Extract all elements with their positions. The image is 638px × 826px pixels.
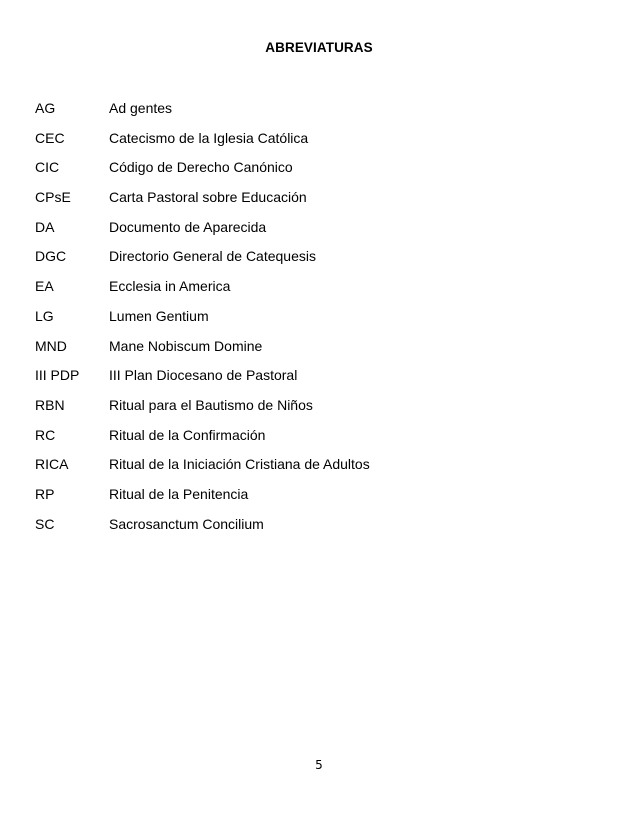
abbreviation-row (35, 157, 595, 187)
abbreviation-row (35, 306, 595, 336)
abbreviation-meaning: Sacrosanctum Concilium (109, 515, 264, 532)
abbreviation-row (35, 246, 595, 276)
abbreviation-code: RICA (35, 456, 69, 473)
abbreviation-code: RBN (35, 396, 65, 413)
abbreviation-meaning: Código de Derecho Canónico (109, 159, 293, 176)
abbreviation-meaning: Ecclesia in America (109, 278, 231, 295)
abbreviation-row (35, 395, 595, 425)
abbreviation-code: RP (35, 485, 55, 502)
abbreviation-row (35, 484, 595, 514)
abbreviation-code: RC (35, 426, 56, 443)
abbreviation-code: MND (35, 337, 67, 354)
abbreviation-meaning: Ritual de la Confirmación (109, 426, 266, 443)
abbreviation-code: SC (35, 515, 55, 532)
abbreviation-code: CIC (35, 159, 60, 176)
abbreviation-row (35, 128, 595, 158)
abbreviation-row (35, 336, 595, 366)
abbreviation-code: EA (35, 278, 54, 295)
abbreviation-meaning: Documento de Aparecida (109, 218, 267, 235)
abbreviation-meaning: Lumen Gentium (109, 307, 209, 324)
abbreviation-row (35, 454, 595, 484)
abbreviation-row (35, 425, 595, 455)
abbreviation-code: DA (35, 218, 55, 235)
abbreviation-code: AG (35, 100, 56, 116)
abbreviation-code: CEC (35, 129, 65, 146)
page-number: 5 (315, 758, 323, 772)
page-title: ABREVIATURAS (265, 40, 373, 55)
abbreviation-row (35, 98, 595, 128)
abbreviation-meaning: Carta Pastoral sobre Educación (109, 189, 307, 206)
abbreviation-code: III PDP (35, 367, 80, 384)
abbreviation-list (35, 98, 595, 543)
abbreviation-meaning: Catecismo de la Iglesia Católica (109, 129, 309, 146)
abbreviation-meaning: Directorio General de Catequesis (109, 248, 316, 265)
abbreviation-row (35, 187, 595, 217)
abbreviation-meaning: III Plan Diocesano de Pastoral (109, 367, 298, 384)
abbreviation-code: CPsE (35, 189, 71, 206)
abbreviation-row (35, 276, 595, 306)
abbreviation-meaning: Mane Nobiscum Domine (109, 337, 263, 354)
abbreviation-meaning: Ad gentes (109, 100, 173, 116)
abbreviation-meaning: Ritual de la Penitencia (109, 485, 249, 502)
abbreviation-code: DGC (35, 248, 67, 265)
abbreviation-row (35, 514, 595, 544)
abbreviation-meaning: Ritual de la Iniciación Cristiana de Adultos (109, 456, 370, 473)
abbreviation-code: LG (35, 307, 54, 324)
abbreviation-meaning: Ritual para el Bautismo de Niños (109, 396, 313, 413)
abbreviation-row (35, 365, 595, 395)
abbreviation-row (35, 217, 595, 247)
